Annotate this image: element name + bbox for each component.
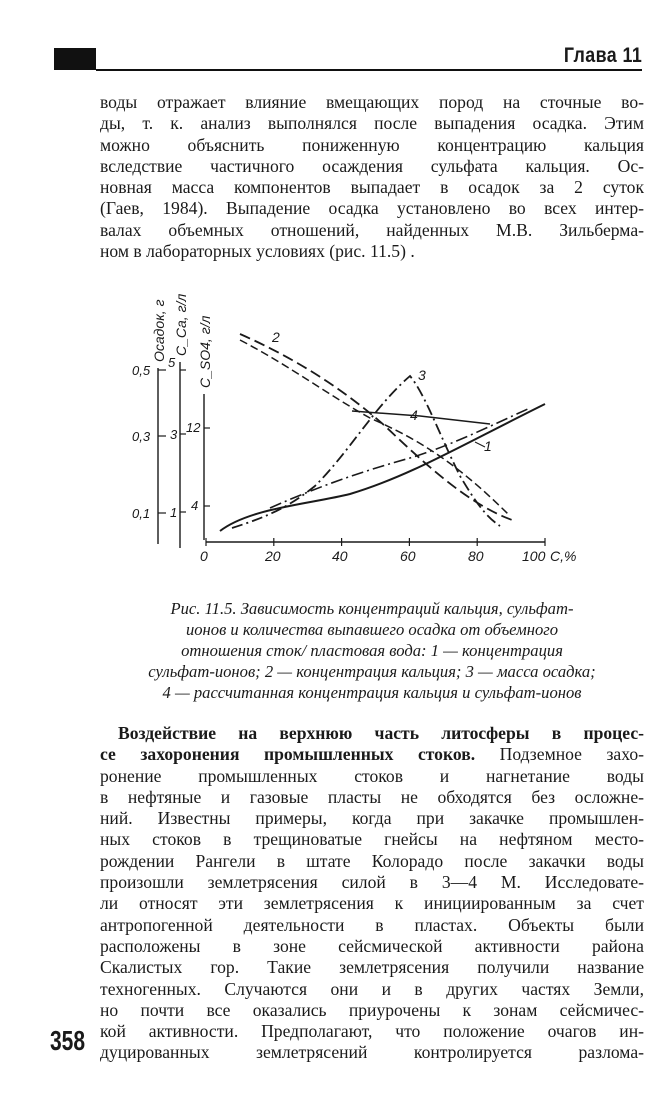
section-heading-line: Воздействие на верхнюю часть литосферы в процес- bbox=[118, 723, 644, 743]
text-line: ном в лабораторных условиях (рис. 11.5) . bbox=[100, 241, 415, 262]
text-line: ных стоков в трещиноватые гнейсы на нефтяном место- bbox=[100, 829, 644, 850]
figure-chart bbox=[120, 276, 590, 576]
text-line: ронение промышленных стоков и нагнетание воды bbox=[100, 765, 644, 786]
header-rule bbox=[96, 69, 642, 71]
text-line: воды отражает влияние вмещающих пород на сточные во- bbox=[100, 92, 644, 112]
curve-4-calculated-upper bbox=[240, 340, 510, 516]
text-line: можно объяснить пониженную концентрацию кальция bbox=[100, 134, 644, 155]
y-axis-label-calcium: C_Ca, г/л bbox=[173, 293, 189, 356]
text-fragment: Подземное захо- bbox=[475, 744, 644, 765]
y-tick-label: 5 bbox=[168, 355, 176, 370]
chapter-label: Глава 11 bbox=[563, 44, 642, 67]
x-axis-label: C,% bbox=[550, 548, 577, 564]
y-axis-label-sediment: Осадок, г bbox=[151, 299, 167, 362]
x-tick-label: 100 bbox=[522, 548, 546, 564]
curve-label-2: 2 bbox=[272, 329, 280, 345]
text-line: антропогенной деятельности в пластах. Объекты были bbox=[100, 914, 644, 935]
paragraph-1 bbox=[100, 92, 644, 262]
curve-label-4: 4 bbox=[410, 407, 418, 423]
text-line: в нефтяные и газовые пласты не обходятся без осложне- bbox=[100, 786, 644, 807]
text-line: Скалистых гор. Такие землетрясения получили название bbox=[100, 957, 644, 978]
y-tick-label: 1 bbox=[170, 505, 178, 520]
y-axis-label-sulfate: C_SO4, г/л bbox=[197, 315, 213, 388]
x-tick-label: 40 bbox=[332, 548, 348, 564]
caption-line: ионов и количества выпавшего осадка от объемного bbox=[185, 620, 559, 639]
y-tick-label: 0,1 bbox=[132, 506, 151, 521]
caption-line: сульфат-ионов; 2 — концентрация кальция; 3 — масса осадка; bbox=[148, 662, 596, 681]
text-line: ний. Известны примеры, когда при закачке промышлен- bbox=[100, 808, 644, 829]
text-line: расположены в зоне сейсмической активности района bbox=[100, 935, 644, 956]
x-tick-label: 0 bbox=[200, 548, 208, 564]
caption-line: Рис. 11.5. Зависимость концентраций кальция, сульфат- bbox=[170, 599, 574, 618]
y-tick-label: 0,3 bbox=[132, 429, 151, 444]
text-line: дуцированных землетрясений контролируется разлома- bbox=[100, 1042, 644, 1063]
text-line: (Гаев, 1984). Выпадение осадка установлено во всех интер- bbox=[100, 198, 644, 219]
y-tick-label: 4 bbox=[191, 498, 199, 513]
text-line: но почти все оказались приурочены к зонам сейсмичес- bbox=[100, 999, 644, 1020]
curve-4-calculated bbox=[270, 408, 530, 508]
y-tick-label: 0,5 bbox=[132, 363, 151, 378]
caption-line: 4 — рассчитанная концентрация кальция и сульфат-ионов bbox=[162, 683, 582, 702]
x-tick-label: 60 bbox=[400, 548, 416, 564]
text-line: вследствие частичного осаждения сульфата кальция. Ос- bbox=[100, 155, 644, 176]
header-black-bar bbox=[54, 48, 96, 70]
text-line: ли относят эти землетрясения к инициированным за счет bbox=[100, 893, 644, 914]
text-line: рождении Рангели в штате Колорадо после закачки воды bbox=[100, 850, 644, 871]
caption-line: отношения сток/ пластовая вода: 1 — концентрация bbox=[181, 641, 563, 660]
text-line: валах объемных отношений, найденных М.В. Зильберма- bbox=[100, 219, 644, 240]
x-tick-label: 20 bbox=[265, 548, 281, 564]
curve-label-1: 1 bbox=[484, 438, 492, 454]
paragraph-2 bbox=[100, 723, 644, 1064]
curve-label-3: 3 bbox=[418, 367, 426, 383]
figure-caption bbox=[100, 598, 644, 703]
curve-3-sediment bbox=[232, 376, 500, 528]
text-line bbox=[100, 744, 644, 765]
curve-2-calcium bbox=[240, 334, 515, 521]
text-line: произошли землетрясения силой в 3—4 М. Исследовате- bbox=[100, 872, 644, 893]
y-tick-label: 3 bbox=[170, 427, 178, 442]
text-line: техногенных. Случаются они и в других частях Земли, bbox=[100, 978, 644, 999]
x-tick-label: 80 bbox=[468, 548, 484, 564]
page-number: 358 bbox=[50, 1025, 86, 1056]
text-line: ды, т. к. анализ выполнялся после выпадения осадка. Этим bbox=[100, 113, 644, 134]
text-line: кой активности. Предполагают, что положение очагов ин- bbox=[100, 1021, 644, 1042]
y-tick-label: 12 bbox=[186, 420, 201, 435]
text-line: новная масса компонентов выпадает в осадок за 2 суток bbox=[100, 177, 644, 198]
section-heading-end: се захоронения промышленных стоков. bbox=[100, 744, 476, 765]
